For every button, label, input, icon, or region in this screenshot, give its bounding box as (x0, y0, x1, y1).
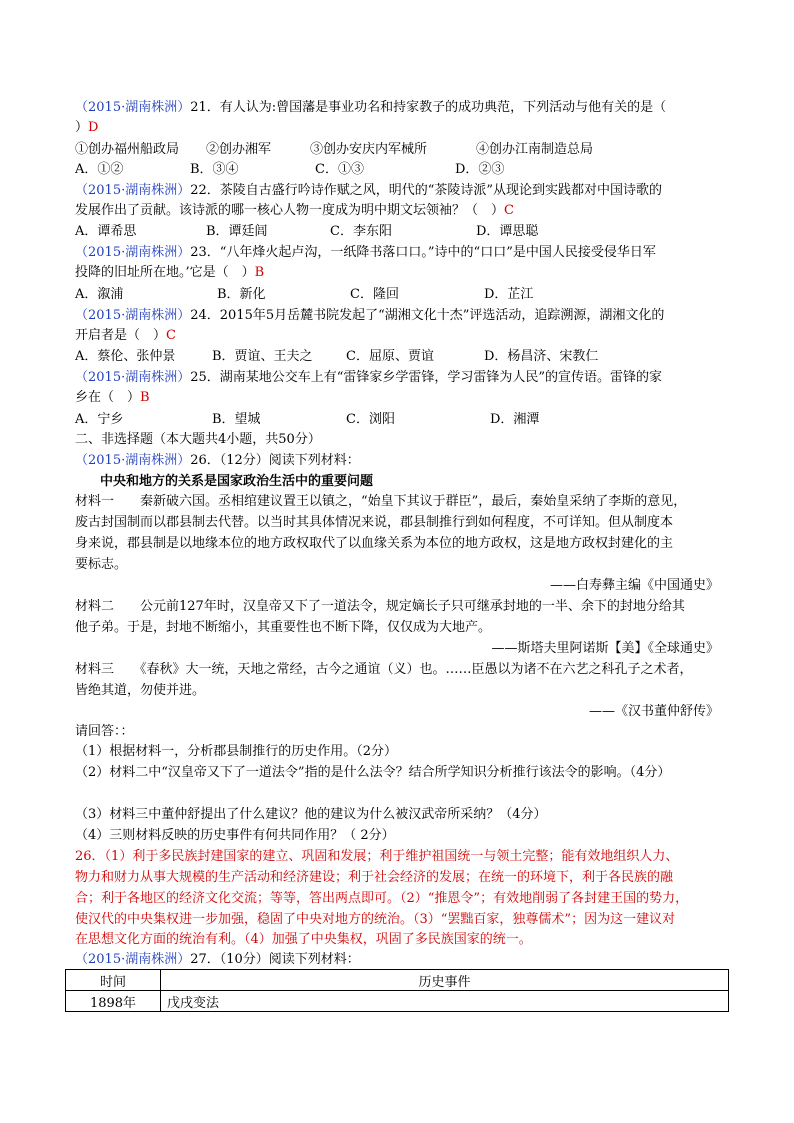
question-25 (75, 368, 662, 388)
item-3: ③创办安庆内军械所 (310, 142, 428, 157)
question-stem: 23．“八年烽火起卢沟，一纸降书落口口。”诗中的“口口”是中国人民接受侵华日军 (190, 245, 656, 260)
question-stem-cont: ） (75, 120, 89, 135)
material-2-line: 材料二 公元前127年时，汉皇帝又下了一道法令，规定嫡长子只可继承封地的一半、余下的封地分给其 (75, 599, 685, 614)
source-tag: （2015·湖南株洲） (75, 952, 191, 967)
table-row (66, 991, 729, 1012)
sub-question-1: （1）根据材料一，分析郡县制推行的历史作用。（2分） (75, 744, 398, 759)
question-stem-cont: 发展作出了贡献。该诗派的哪一核心人物一度成为明中期文坛领袖？（ ） (75, 203, 505, 218)
sub-question-4: （4）三则材料反映的历史事件有何共同作用？（ 2分） (75, 828, 395, 843)
column-header-time: 时间 (66, 970, 161, 991)
question-stem-cont: 开启者是（ ） (75, 328, 167, 343)
option-c: C．隆回 (350, 287, 399, 302)
material-1-line: 身来说，郡县制是以地缘本位的地方政权取代了以血缘关系为本位的地方政权，这是地方政权封建化的主 (75, 536, 674, 551)
item-4: ④创办江南制造总局 (476, 142, 594, 157)
material-2-citation: ——斯塔夫里阿诺斯【美】《全球通史》 (491, 641, 719, 656)
option-b: B．贾谊、王夫之 (212, 349, 313, 364)
source-tag: （2015·湖南株洲） (75, 453, 191, 468)
option-b: B．③④ (190, 162, 239, 177)
question-24-line2 (75, 326, 176, 346)
question-26 (75, 451, 360, 471)
material-2-line: 他子弟。于是，封地不断缩小，其重要性也不断下降，仅仅成为大地产。 (75, 620, 492, 635)
answer-key: C (166, 328, 176, 343)
option-c: C．李东阳 (330, 224, 392, 239)
option-b: B．谭廷闾 (206, 224, 268, 239)
instruction: 请回答：： (75, 724, 134, 739)
answer-key: C (504, 203, 514, 218)
column-header-event: 历史事件 (161, 970, 729, 991)
question-stem-cont: 乡在（ ） (75, 390, 141, 405)
events-table (65, 969, 729, 1012)
question-24 (75, 306, 664, 326)
source-tag: （2015·湖南株洲） (75, 183, 191, 198)
answer-key: D (88, 120, 99, 135)
option-d: D．②③ (455, 162, 505, 177)
material-heading: 中央和地方的关系是国家政治生活中的重要问题 (100, 474, 374, 489)
option-a: A．宁乡 (75, 412, 124, 427)
material-1-citation: ——白寿彝主编《中国通史》 (549, 578, 719, 593)
question-stem-cont: 投降的旧址所在地。’它是（ ） (75, 265, 255, 280)
option-c: C．浏阳 (346, 412, 395, 427)
question-stem: 25．湖南某地公交车上有“雷锋家乡学雷锋，学习雷锋为人民”的宣传语。雷锋的家 (190, 370, 663, 385)
material-3-line: 材料三 《春秋》大一统，天地之常经，古今之通谊（义）也。……臣愚以为诸不在六艺之科孔子之术者， (75, 662, 693, 677)
source-tag: （2015·湖南株洲） (75, 100, 191, 115)
material-3-line: 皆绝其道，勿使并进。 (75, 683, 206, 698)
question-22 (75, 181, 662, 201)
option-a: A．①② (75, 162, 124, 177)
option-d: D．芷江 (484, 287, 534, 302)
answer-line: 在思想文化方面的统治有利。（4）加强了中央集权，巩固了多民族国家的统一。 (75, 932, 532, 947)
source-tag: （2015·湖南株洲） (75, 308, 191, 323)
option-d: D．谭思聪 (476, 224, 539, 239)
question-stem: 22．茶陵自古盛行吟诗作赋之风，明代的“茶陵诗派”从现论到实践都对中国诗歌的 (190, 183, 663, 198)
table-cell-event: 戊戌变法 (161, 991, 729, 1012)
question-21-line2 (75, 118, 98, 138)
option-c: C．①③ (315, 162, 364, 177)
option-a: A．谭希思 (75, 224, 137, 239)
option-d: D．杨昌济、宋教仁 (484, 349, 599, 364)
section-heading: 二、非选择题（本大题共4小题，共50分） (75, 432, 321, 447)
answer-key: B (254, 265, 265, 280)
question-stem: 27．（10分）阅读下列材料： (190, 952, 360, 967)
option-d: D．湘潭 (490, 412, 540, 427)
option-a: A．蔡伦、张仲景 (75, 349, 176, 364)
item-2: ②创办湘军 (206, 142, 272, 157)
material-1-line: 废古封国制而以郡县制去代替。以当时其具体情况来说，郡县制推行到如何程度，不可详知。但从制度本 (75, 515, 674, 530)
sub-question-2: （2）材料二中“汉皇帝又下了一道法令”指的是什么法令？结合所学知识分析推行该法令的影响。（4分） (75, 765, 671, 780)
question-23 (75, 243, 656, 263)
question-stem: 21．有人认为:曾国藩是事业功名和持家教子的成功典范，下列活动与他有关的是（ (190, 100, 667, 115)
sub-question-3: （3）材料三中董仲舒提出了什么建议？他的建议为什么被汉武帝所采纳？（4分） (75, 807, 547, 822)
material-1-line: 要标志。 (75, 557, 128, 572)
question-stem: 26．（12分）阅读下列材料： (190, 453, 360, 468)
table-cell-time: 1898年 (66, 991, 161, 1012)
answer-line: 合；利于各地区的经济文化交流；等等，答出两点即可。（2）“推恩令”；有效地削弱了各封建王国的势力， (75, 891, 689, 906)
material-3-citation: ——《汉书董仲舒传》 (588, 704, 719, 719)
question-23-line2 (75, 263, 264, 283)
question-22-line2 (75, 201, 514, 221)
source-tag: （2015·湖南株洲） (75, 245, 191, 260)
answer-line: 26．（1）利于多民族封建国家的建立、巩固和发展；利于维护祖国统一与领土完整；能有效地组织人力、 (75, 849, 679, 864)
answer-key: B (140, 390, 150, 405)
item-1: ①创办福州船政局 (75, 142, 180, 157)
answer-line: 使汉代的中央集权进一步加强，稳固了中央对地方的统治。（3）“罢黜百家，独尊儒术”；因为这一建议对 (75, 912, 676, 927)
option-a: A．溆浦 (75, 287, 124, 302)
option-b: B．新化 (217, 287, 266, 302)
question-21 (75, 98, 666, 118)
option-b: B．望城 (212, 412, 261, 427)
material-1-line: 材料一 秦新破六国。丞相绾建议置王以镇之，“始皇下其议于群臣”，最后，秦始皇采纳了李斯的意见， (75, 494, 687, 509)
question-stem: 24．2015年5月岳麓书院发起了“湖湘文化十杰”评选活动，追踪溯源，湖湘文化的 (190, 308, 665, 323)
question-27 (75, 950, 360, 970)
source-tag: （2015·湖南株洲） (75, 370, 191, 385)
answer-line: 物力和财力从事大规模的生产活动和经济建设；利于社会经济的发展；在统一的环境下，利于各民族的融 (75, 870, 674, 885)
table-header-row (66, 970, 729, 991)
option-c: C．屈原、贾谊 (346, 349, 434, 364)
question-25-line2 (75, 388, 150, 408)
